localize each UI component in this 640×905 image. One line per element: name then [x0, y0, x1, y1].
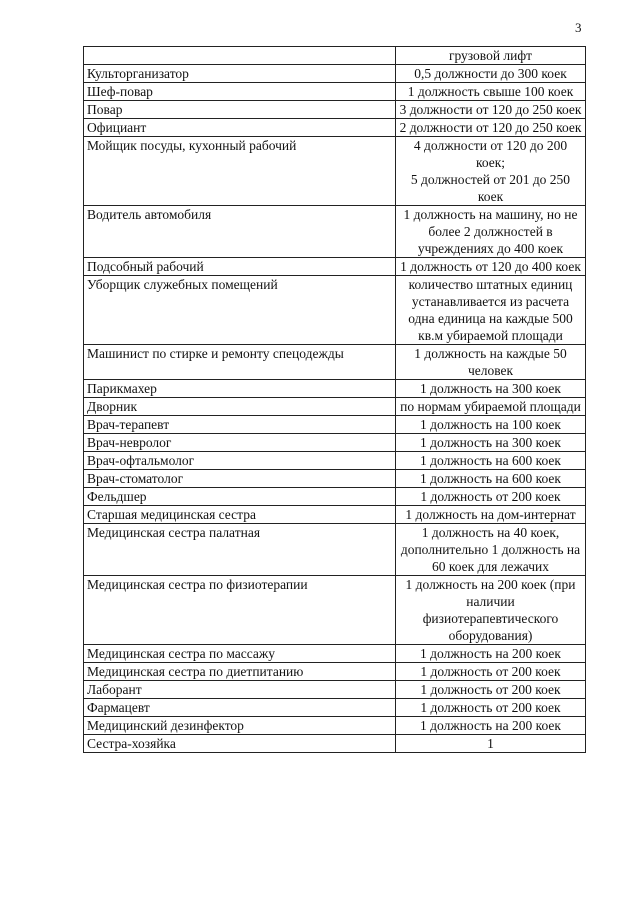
norm-cell: 1 должность свыше 100 коек: [396, 83, 586, 101]
position-cell: [84, 47, 396, 65]
table-row: [84, 663, 586, 681]
norm-cell: 1 должность на 300 коек: [396, 434, 586, 452]
position-cell: Подсобный рабочий: [84, 258, 396, 276]
table-row: [84, 524, 586, 576]
table-row: [84, 380, 586, 398]
table-row: [84, 258, 586, 276]
position-cell: Медицинская сестра по физиотерапии: [84, 576, 396, 645]
norm-cell: 1 должность на 200 коек: [396, 645, 586, 663]
position-cell: Культорганизатор: [84, 65, 396, 83]
position-cell: Старшая медицинская сестра: [84, 506, 396, 524]
position-cell: Машинист по стирке и ремонту спецодежды: [84, 345, 396, 380]
norm-cell: 1 должность на каждые 50 человек: [396, 345, 586, 380]
table-row: [84, 717, 586, 735]
table-row: [84, 345, 586, 380]
position-cell: Медицинская сестра по массажу: [84, 645, 396, 663]
norm-cell: грузовой лифт: [396, 47, 586, 65]
norm-cell: 1 должность на дом-интернат: [396, 506, 586, 524]
table-row: [84, 506, 586, 524]
position-cell: Врач-стоматолог: [84, 470, 396, 488]
staffing-norms-table: [83, 46, 586, 753]
table-row: [84, 576, 586, 645]
table-row: [84, 83, 586, 101]
position-cell: Дворник: [84, 398, 396, 416]
norm-cell: 0,5 должности до 300 коек: [396, 65, 586, 83]
norm-cell: 1 должность от 200 коек: [396, 699, 586, 717]
norm-cell: 1 должность на 600 коек: [396, 470, 586, 488]
table-row: [84, 735, 586, 753]
norm-cell: 1: [396, 735, 586, 753]
norm-cell: 1 должность от 120 до 400 коек: [396, 258, 586, 276]
table-row: [84, 398, 586, 416]
position-cell: Сестра-хозяйка: [84, 735, 396, 753]
norm-cell: 1 должность от 200 коек: [396, 488, 586, 506]
norm-cell: 1 должность на 200 коек (при наличии физиотерапевтического оборудования): [396, 576, 586, 645]
norm-cell: 3 должности от 120 до 250 коек: [396, 101, 586, 119]
table-row: [84, 681, 586, 699]
position-cell: Повар: [84, 101, 396, 119]
norm-cell: 1 должность от 200 коек: [396, 663, 586, 681]
table-row: [84, 101, 586, 119]
position-cell: Фельдшер: [84, 488, 396, 506]
page-number: 3: [575, 20, 582, 35]
position-cell: Врач-невролог: [84, 434, 396, 452]
position-cell: Медицинская сестра по диетпитанию: [84, 663, 396, 681]
norm-cell: количество штатных единиц устанавливается из расчета одна единица на каждые 500 кв.м убираемой площади: [396, 276, 586, 345]
table-row: [84, 137, 586, 206]
position-cell: Уборщик служебных помещений: [84, 276, 396, 345]
norm-cell: по нормам убираемой площади: [396, 398, 586, 416]
table-row: [84, 276, 586, 345]
table-row: [84, 434, 586, 452]
position-cell: Водитель автомобиля: [84, 206, 396, 258]
norm-cell: 1 должность на 40 коек, дополнительно 1 должность на 60 коек для лежачих: [396, 524, 586, 576]
table-row: [84, 65, 586, 83]
norm-cell: 1 должность на 200 коек: [396, 717, 586, 735]
table-row: [84, 470, 586, 488]
table-body: [84, 47, 586, 753]
norm-cell: 1 должность на 300 коек: [396, 380, 586, 398]
position-cell: Медицинский дезинфектор: [84, 717, 396, 735]
norm-cell: 2 должности от 120 до 250 коек: [396, 119, 586, 137]
table-row: [84, 206, 586, 258]
position-cell: Парикмахер: [84, 380, 396, 398]
table-row: [84, 488, 586, 506]
norm-cell: 4 должности от 120 до 200 коек; 5 должностей от 201 до 250 коек: [396, 137, 586, 206]
table-row: [84, 645, 586, 663]
position-cell: Лаборант: [84, 681, 396, 699]
position-cell: Врач-терапевт: [84, 416, 396, 434]
norm-cell: 1 должность от 200 коек: [396, 681, 586, 699]
position-cell: Фармацевт: [84, 699, 396, 717]
norm-cell: 1 должность на 600 коек: [396, 452, 586, 470]
norm-cell: 1 должность на 100 коек: [396, 416, 586, 434]
position-cell: Врач-офтальмолог: [84, 452, 396, 470]
table-row: [84, 119, 586, 137]
table-row: [84, 47, 586, 65]
position-cell: Шеф-повар: [84, 83, 396, 101]
position-cell: Медицинская сестра палатная: [84, 524, 396, 576]
norm-cell: 1 должность на машину, но не более 2 должностей в учреждениях до 400 коек: [396, 206, 586, 258]
table-row: [84, 452, 586, 470]
table-row: [84, 699, 586, 717]
table-row: [84, 416, 586, 434]
position-cell: Официант: [84, 119, 396, 137]
position-cell: Мойщик посуды, кухонный рабочий: [84, 137, 396, 206]
